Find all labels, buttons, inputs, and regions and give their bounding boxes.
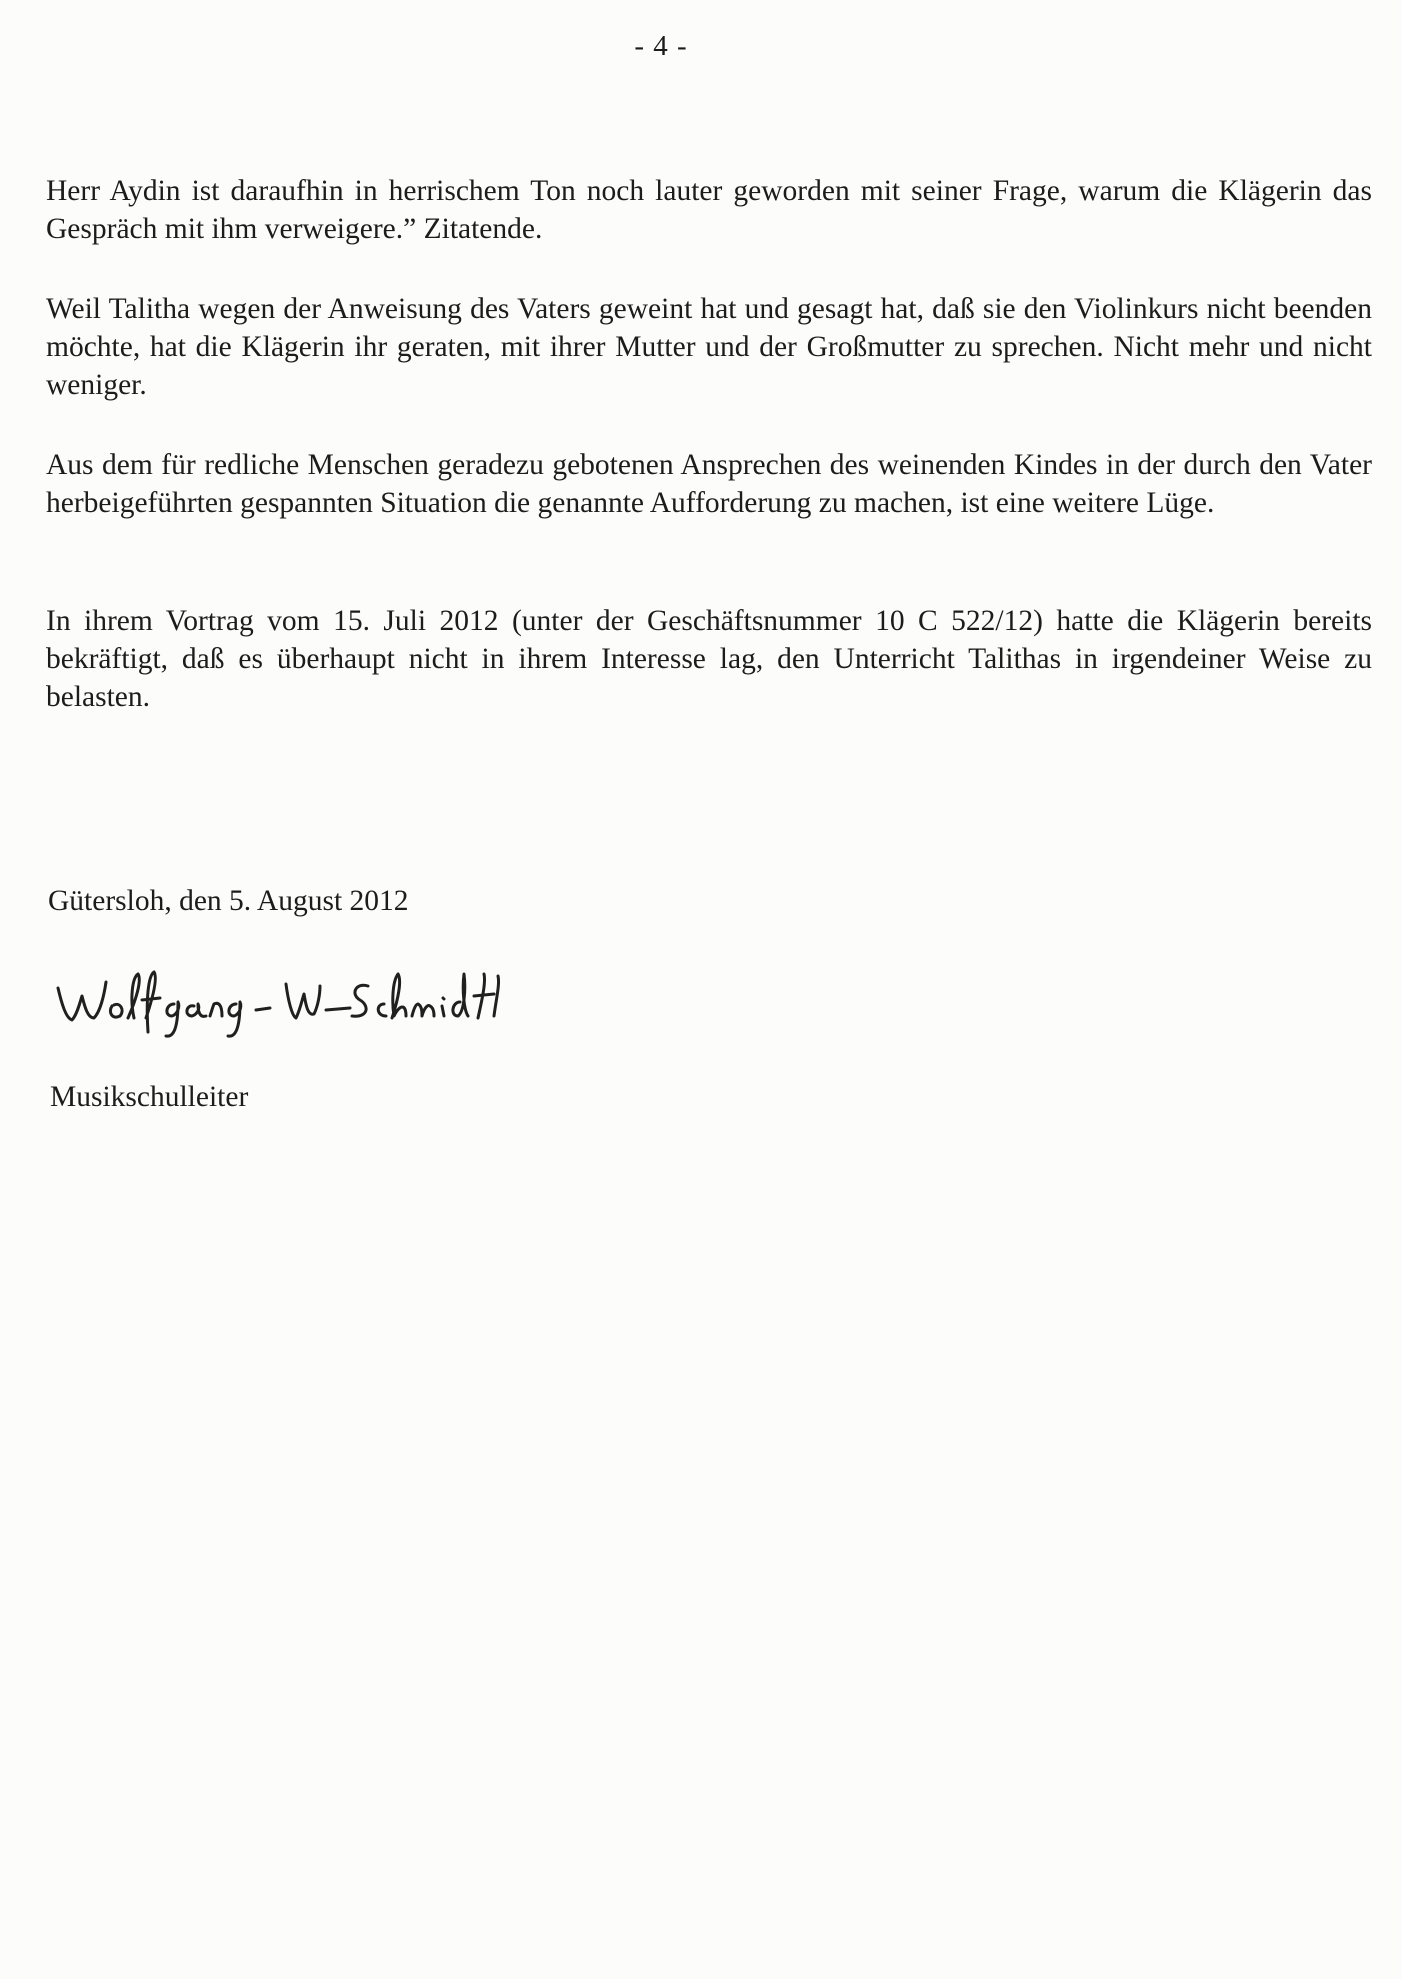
paragraph-1: Herr Aydin ist daraufhin in herrischem Ton noch lauter geworden mit seiner Frage, warum die Klägerin das Gespräch mit ihm verweigere.” Zitatende.: [46, 175, 1372, 245]
signature-graphic: [50, 960, 510, 1040]
paragraph-2: Weil Talitha wegen der Anweisung des Vaters geweint hat und gesagt hat, daß sie den Violinkurs nicht beenden möchte, hat die Klägerin ihr geraten, mit ihrer Mutter und der Großmutter zu sprechen. Nicht mehr und nicht weniger.: [46, 293, 1372, 401]
paragraph-4: In ihrem Vortrag vom 15. Juli 2012 (unter der Geschäftsnummer 10 C 522/12) hatte die Klägerin bereits bekräftigt, daß es überhaupt nicht in ihrem Interesse lag, den Unterricht Talithas in irgendeiner Weise zu belasten.: [46, 605, 1372, 713]
paragraph-3: Aus dem für redliche Menschen geradezu gebotenen Ansprechen des weinenden Kindes in der durch den Vater herbeigeführten gespannten Situation die genannte Aufforderung zu machen, ist eine weitere Lüge.: [46, 449, 1372, 519]
signatory-role: Musikschulleiter: [50, 1081, 249, 1113]
handwritten-signature: [50, 960, 510, 1040]
place-and-date: Gütersloh, den 5. August 2012: [48, 885, 409, 917]
page-number: - 4 -: [634, 30, 688, 62]
